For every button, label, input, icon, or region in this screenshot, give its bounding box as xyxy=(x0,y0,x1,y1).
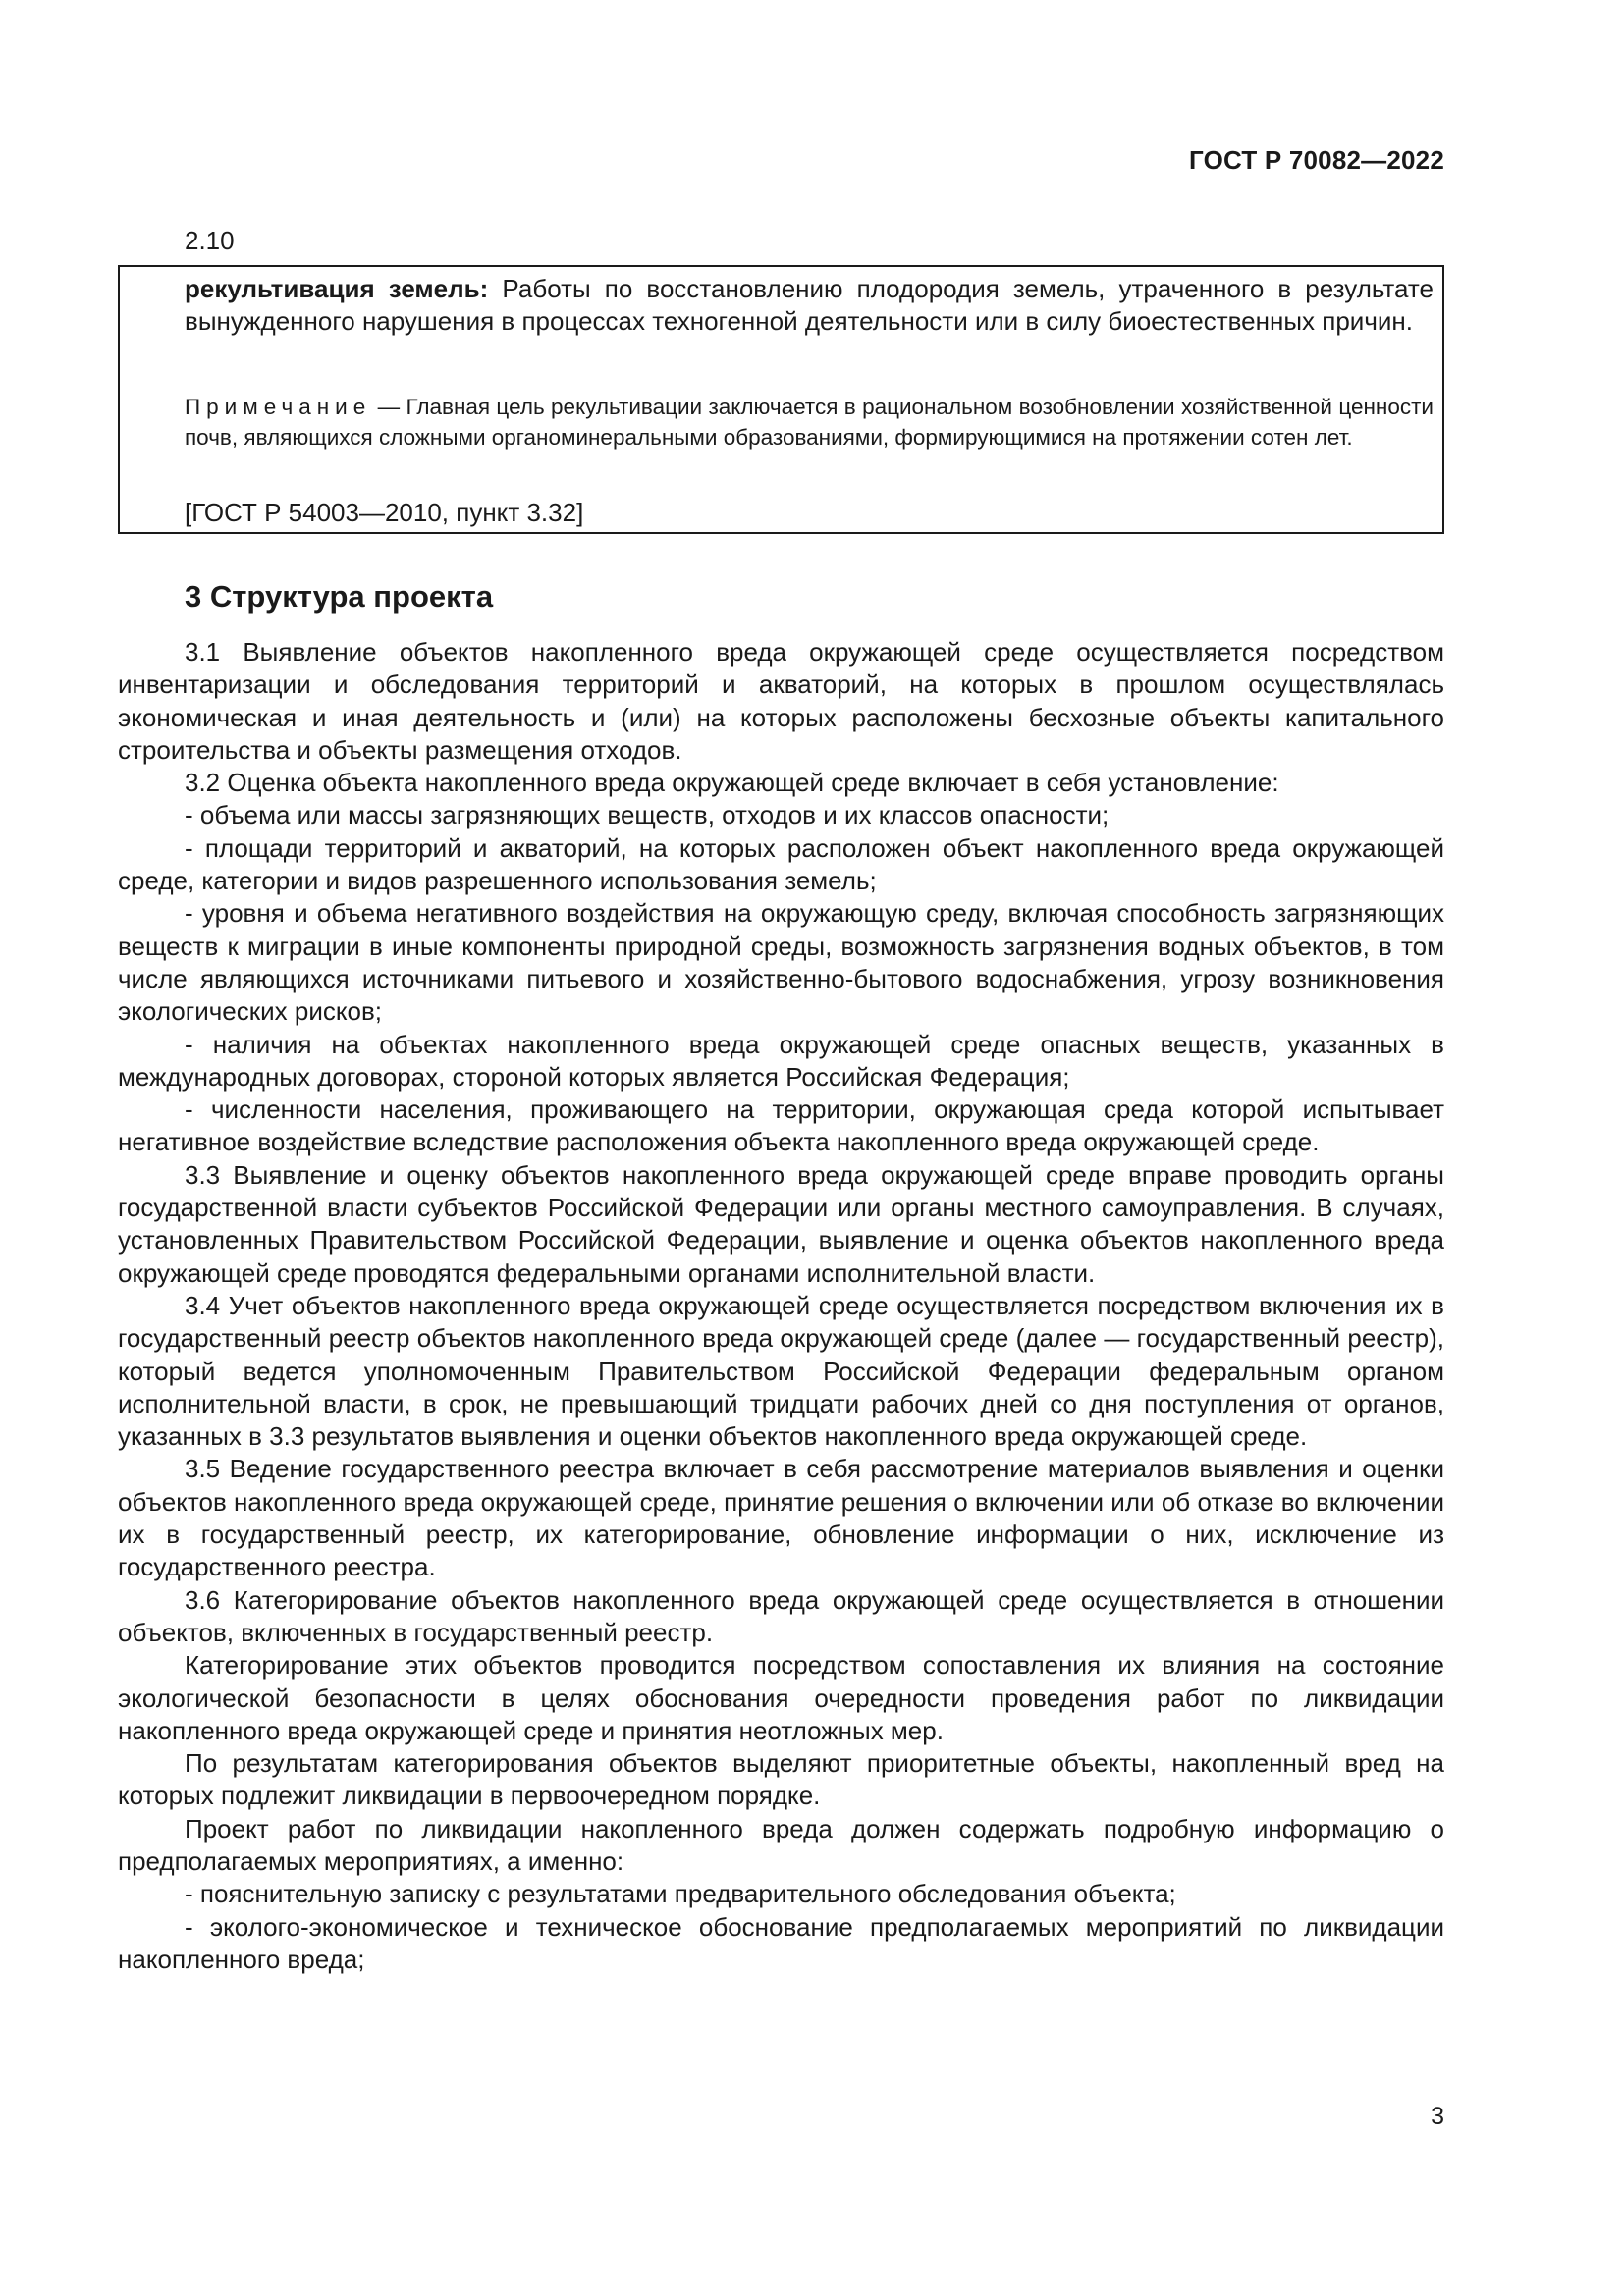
term-name: рекультивация земель: xyxy=(185,274,489,303)
document-code-header: ГОСТ Р 70082—2022 xyxy=(1189,145,1444,175)
note-text: — Главная цель рекультивации заключается в рациональном возобновлении хозяйственной ценности почв, являющихся сложными органоминеральными образованиями, формирующимися на протяжении сотен лет. xyxy=(185,395,1434,450)
list-item: - объема или массы загрязняющих веществ, отходов и их классов опасности; xyxy=(185,800,1110,830)
list-item: - пояснительную записку с результатами предварительного обследования объекта; xyxy=(185,1879,1176,1909)
paragraph: По результатам категорирования объектов выделяют приоритетные объекты, накопленный вред на которых подлежит ликвидации в первоочередном порядке. xyxy=(118,1748,1444,1811)
note-label: Примечание xyxy=(185,395,372,419)
paragraph: 3.4 Учет объектов накопленного вреда окружающей среде осуществляется посредством включения их в государственный реестр объектов накопленного вреда окружающей среде (далее — государственный реестр), который ведется уполномоченным Правительством Российской Федерации федеральным органом исполнительной власти, в срок, не превышающий тридцати рабочих дней со дня поступления от органов, указанных в 3.3 результатов выявления и оценки объектов накопленного вреда окружающей среде. xyxy=(118,1290,1444,1452)
list-item: - уровня и объема негативного воздействия на окружающую среду, включая способность загрязняющих веществ к миграции в иные компоненты природной среды, возможность загрязнения водных объектов, в том числе являющихся источниками питьевого и хозяйственно-бытового водоснабжения, угрозу возникновения экологических рисков; xyxy=(118,898,1444,1027)
list-item: - эколого-экономическое и техническое обоснование предполагаемых мероприятий по ликвидации накопленного вреда; xyxy=(118,1911,1444,1974)
term-definition-text: Работы по восстановлению плодородия земель, утраченного в результате вынужденного нарушения в процессах техногенной деятельности или в силу биоестественных причин. xyxy=(185,274,1434,336)
list-item: - наличия на объектах накопленного вреда окружающей среде опасных веществ, указанных в международных договорах, стороной которых является Российская Федерация; xyxy=(118,1029,1444,1092)
paragraph: Проект работ по ликвидации накопленного вреда должен содержать подробную информацию о предполагаемых мероприятиях, а именно: xyxy=(118,1813,1444,1876)
paragraph: 3.5 Ведение государственного реестра включает в себя рассмотрение материалов выявления и оценки объектов накопленного вреда окружающей среде, принятие решения о включении или об отказе во включении их в государственный реестр, их категорирование, обновление информации о них, исключение из государственного реестра. xyxy=(118,1454,1444,1582)
paragraph: 3.1 Выявление объектов накопленного вреда окружающей среде осуществляется посредством инвентаризации и обследования территорий и акваторий, на которых в прошлом осуществлялась экономическая и иная деятельность и (или) на которых расположены бесхозные объекты капитального строительства и объекты размещения отходов. xyxy=(118,637,1444,765)
paragraph: 3.3 Выявление и оценку объектов накопленного вреда окружающей среде вправе проводить органы государственной власти субъектов Российской Федерации или органы местного самоуправления. В случаях, установленных Правительством Российской Федерации, выявление и оценка объектов накопленного вреда окружающей среде проводятся федеральными органами исполнительной власти. xyxy=(118,1159,1444,1288)
term-number: 2.10 xyxy=(185,226,235,255)
paragraph: Категорирование этих объектов проводится посредством сопоставления их влияния на состояние экологической безопасности в целях обоснования очередности проведения работ по ликвидации накопленного вреда окружающей среде и принятия неотложных мер. xyxy=(118,1650,1444,1745)
list-item: - площади территорий и акваторий, на которых расположен объект накопленного вреда окружающей среде, категории и видов разрешенного использования земель; xyxy=(118,832,1444,896)
paragraph: 3.2 Оценка объекта накопленного вреда окружающей среде включает в себя установление: xyxy=(185,768,1279,798)
section-body xyxy=(118,636,1444,1976)
paragraph: 3.6 Категорирование объектов накопленного вреда окружающей среде осуществляется в отношении объектов, включенных в государственный реестр. xyxy=(118,1584,1444,1647)
page-number: 3 xyxy=(1431,2103,1444,2130)
section-title: 3 Структура проекта xyxy=(185,579,494,614)
term-note xyxy=(185,392,1434,453)
list-item: - численности населения, проживающего на территории, окружающая среда которой испытывает негативное воздействие вследствие расположения объекта накопленного вреда окружающей среде. xyxy=(118,1095,1444,1157)
term-definition xyxy=(185,273,1434,338)
term-source-reference: [ГОСТ Р 54003—2010, пункт 3.32] xyxy=(185,498,584,527)
